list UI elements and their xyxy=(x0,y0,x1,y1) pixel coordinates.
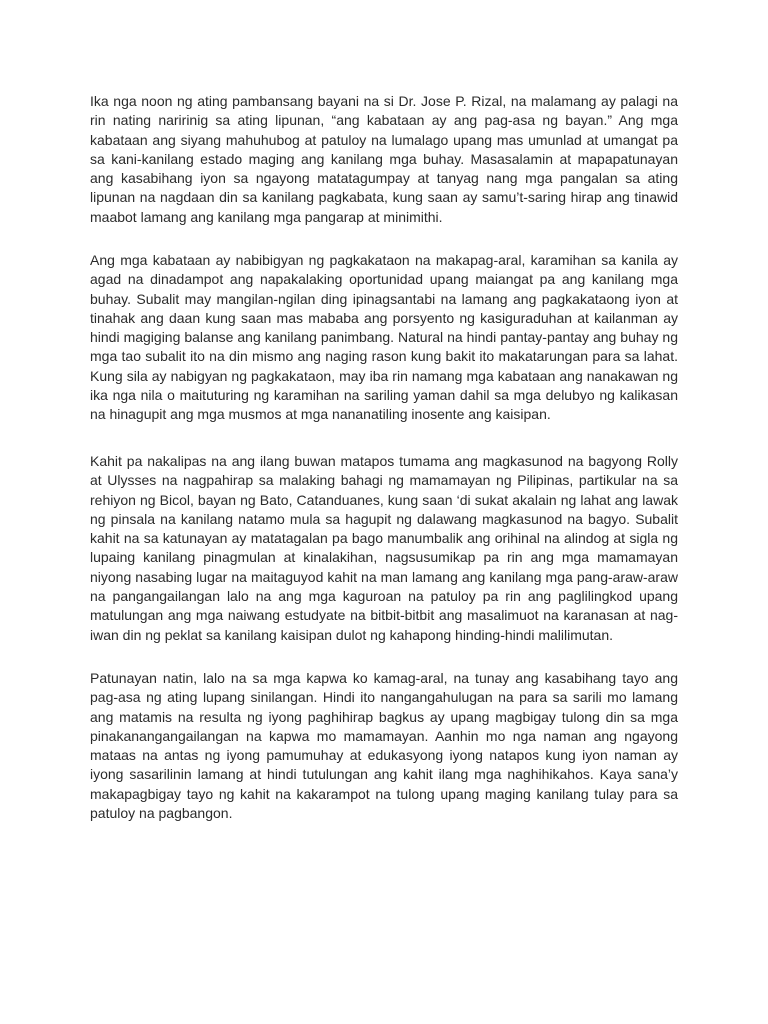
paragraph-2: Ang mga kabataan ay nabibigyan ng pagkakataon na makapag-aral, karamihan sa kanila ay agad na dinadampot ang napakalaking oportunidad upang maiangat pa ang kanilang mga buhay. Subalit may mangilan-ngilan ding ipinagsantabi na lamang ang pagkakataong iyon at tinahak ang daan kung saan mas mababa ang porsyento ng kasiguraduhan at kailanman ay hindi magiging balanse ang kanilang panimbang. Natural na hindi pantay-pantay ang buhay ng mga tao subalit ito na din mismo ang naging rason kung bakit ito makatarungan para sa lahat. Kung sila ay nabigyan ng pagkakataon, may iba rin namang mga kabataan ang nanakawan ng ika nga nila o maituturing ng karamihan na sariling yaman dahil sa mga delubyo ng kalikasan na hinagupit ang mga musmos at mga nananatiling inosente ang kaisipan. xyxy=(90,252,678,423)
paragraph-1: Ika nga noon ng ating pambansang bayani na si Dr. Jose P. Rizal, na malamang ay palagi na rin nating naririnig sa ating lipunan, “ang kabataan ay ang pag-asa ng bayan.” Ang mga kabataan ang siyang mahuhubog at patuloy na lumalago upang mas umunlad at umangat pa sa kani-kanilang estado maging ang kanilang mga buhay. Masasalamin at mapapatunayan ang kasabihang iyon sa ngayong matatagumpay at tanyag nang mga pangalan sa ating lipunan na nagdaan din sa kanilang pagkabata, kung saan ay samu’t-saring hirap ang tinawid maabot lamang ang kanilang mga pangarap at minimithi. xyxy=(90,93,678,225)
paragraph-3: Kahit pa nakalipas na ang ilang buwan matapos tumama ang magkasunod na bagyong Rolly at Ulysses na nagpahirap sa malaking bahagi ng mamamayan ng Pilipinas, partikular na sa rehiyon ng Bicol, bayan ng Bato, Catanduanes, kung saan ‘di sukat akalain ng lahat ang lawak ng pinsala na kanilang natamo mula sa hagupit ng dalawang magkasunod na bagyo. Subalit kahit na sa katunayan ay matatagalan pa bago manumbalik ang orihinal na alindog at sigla ng lupaing kanilang pinagmulan at kinalakihan, nagsusumikap pa rin ang mga mamamayan niyong nasabing lugar na maitaguyod kahit na man lamang ang kanilang mga pang-araw-araw na pangangailangan lalo na ang mga kaguroan na patuloy pa rin ang paglilingkod upang matulungan ang mga naiwang estudyate na bitbit-bitbit ang masalimuot na karanasan at nag-iwan din ng peklat sa kanilang kaisipan dulot ng kahapong hinding-hindi malilimutan. xyxy=(90,453,678,643)
paragraph-4: Patunayan natin, lalo na sa mga kapwa ko kamag-aral, na tunay ang kasabihang tayo ang pag-asa ng ating lupang sinilangan. Hindi ito nangangahulugan na para sa sarili mo lamang ang matamis na resulta ng iyong paghihirap bagkus ay upang magbigay tulong din sa mga pinakanangangailangan na kapwa mo mamamayan. Aanhin mo nga naman ang ngayong mataas na antas ng iyong pamumuhay at edukasyong iyong natapos kung iyon naman ay iyong sasarilinin lamang at hindi tutulungan ang kahit ilang mga naghihikahos. Kaya sana’y makapagbigay tayo ng kahit na kakarampot na tulong upang maging kanilang tulay para sa patuloy na pagbangon. xyxy=(90,670,678,822)
